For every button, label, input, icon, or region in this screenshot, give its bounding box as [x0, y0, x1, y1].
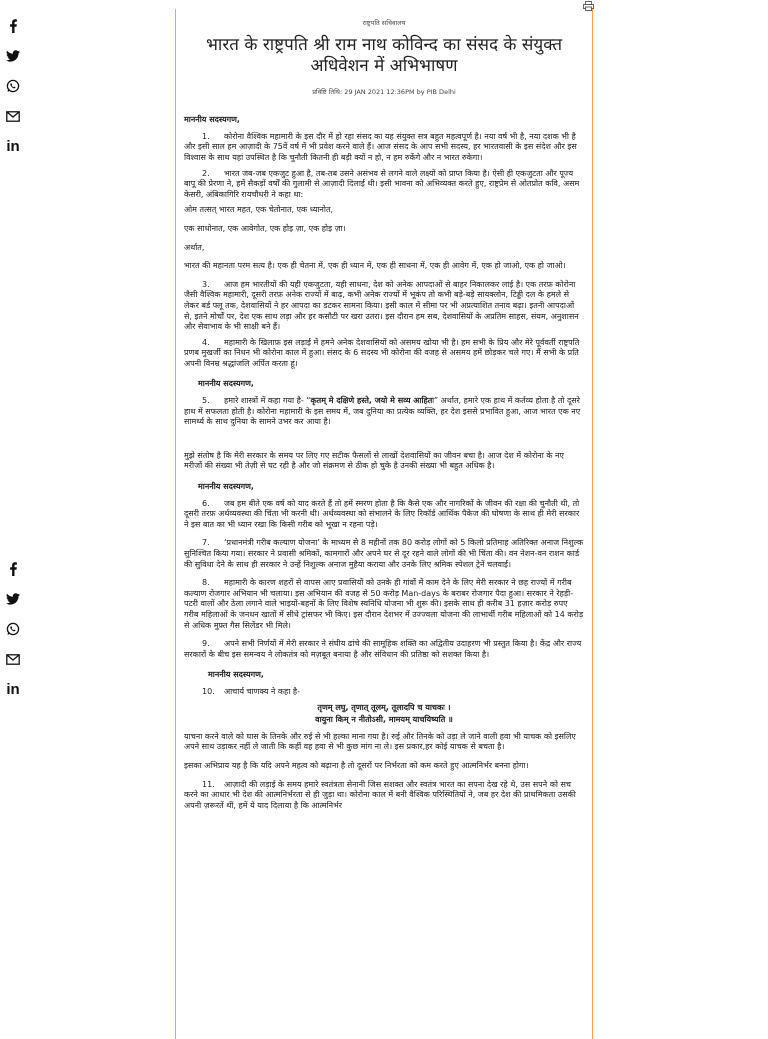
ministry-name: राष्ट्रपति सचिवालय	[362, 19, 406, 27]
paragraph-2	[184, 169, 584, 201]
whatsapp-icon[interactable]	[0, 71, 26, 101]
salutation: माननीय सदस्यगण,	[198, 482, 254, 492]
share-rail-top	[0, 11, 26, 161]
linkedin-icon[interactable]: in	[6, 137, 20, 155]
paragraph-number: 11.	[202, 779, 215, 789]
paragraph-8	[184, 578, 584, 631]
sanskrit-quote: कृतम् मे दक्षिणे हस्ते, जयो मे सव्य आहितः	[310, 396, 434, 406]
paragraph-11	[184, 780, 584, 812]
paragraph-number: 8.	[202, 578, 210, 588]
paragraph-3	[184, 280, 584, 333]
paragraph-number: 5.	[202, 396, 210, 406]
facebook-icon[interactable]	[0, 554, 26, 584]
paragraph-number: 2.	[202, 168, 210, 178]
paragraph-text: कोरोना वैश्विक महामारी के इस दौर में हो रहा संसद का यह संयुक्त सत्र बहुत महत्वपूर्ण है। नया वर्ष भी है, नया दशक भी है और इसी साल हम आज़ादी के 75वें वर्ष में भी प्रवेश करने वाले हैं। आज संसद के आप सभी सदस्य, हर भारतवासी के इस संदेश और इस विश्वास के साथ यहां उपस्थित है कि चुनौती कितनी ही बड़ी क्यों न हो, न हम रुकेंगे और न भारत रुकेगा।	[184, 131, 577, 162]
paragraph-10-explanation: याचना करने वाले को घास के तिनके और रुई से भी हल्का माना गया है। रुई और तिनके को उड़ा ले जाने वाली हवा भी याचक को इसलिए अपने साथ उड़ाकर नहीं ले जाती कि कहीं वह हवा से भी कुछ मांग ना ले। इस प्रकार,हर कोई याचक से बचता है।	[184, 731, 576, 752]
paragraph-5	[184, 396, 584, 428]
paragraph-text: ‘प्रधानमंत्री गरीब कल्याण योजना’ के माध्यम से 8 महीनों तक 80 करोड़ लोगों को 5 किलो प्रतिमाह अतिरिक्त अनाज निशुल्क सुनिश्चित किया गया। सरकार ने प्रवासी श्रमिकों, कामगारों और अपने घर से दूर रहने वाले लोगों की भी चिंता की। वन नेशन-वन राशन कार्ड की सुविधा देने के साथ ही सरकार ने उन्हें निशुल्क अनाज मुहैया कराया और उनके लिए श्रमिक स्पेशल ट्रेनें चलवाईं।	[184, 538, 584, 569]
email-icon[interactable]	[0, 644, 26, 674]
paragraph-number: 1.	[202, 131, 210, 141]
whatsapp-icon[interactable]	[0, 614, 26, 644]
paragraph-text: आज़ादी की लड़ाई के समय हमारे स्वतंत्रता सेनानी जिस सशक्त और स्वतंत्र भारत का सपना देख रहे थे, उस सपने को सच करने का आधार भी देश की आत्मनिर्भरता से ही जुड़ा था। कोरोना काल में बनी वैश्विक परिस्थितियों ने, जब हर देश की प्राथमिकता उसकी अपनी ज़रूरतें थीं, हमें ये याद दिलाया है कि आत्मनिर्भर	[184, 779, 576, 810]
twitter-icon[interactable]	[0, 584, 26, 614]
paragraph-number: 9.	[202, 639, 210, 649]
paragraph-10-meaning: इसका अभिप्राय यह है कि यदि अपने महत्व को बढ़ाना है तो दूसरों पर निर्भरता को कम करते हुए आत्मनिर्भर बनना होगा।	[184, 760, 529, 770]
paragraph-4	[184, 338, 584, 370]
release-date: प्रविष्टि तिथि: 29 JAN 2021 12:36PM by PIB Delhi	[312, 87, 456, 96]
paragraph-number: 3.	[202, 279, 210, 289]
paragraph-number: 6.	[202, 498, 210, 508]
paragraph-text: जब हम बीते एक वर्ष को याद करते हैं तो हमें स्मरण होता है कि कैसे एक और नागरिकों के जीवन की रक्षा की चुनौती थी, तो दूसरी तरफ़ अर्थव्यवस्था की चिंता भी करनी थी। अर्थव्यवस्था को संभालने के लिए रिकॉर्ड आर्थिक पैकेज की घोषणा के साथ ही मेरी सरकार ने इस बात का भी ध्यान रखा कि किसी गरीब को भूखा न रहना पड़े।	[184, 498, 580, 529]
share-rail-bottom	[0, 554, 26, 704]
twitter-icon[interactable]	[0, 41, 26, 71]
paragraph-7	[184, 538, 584, 570]
sanskrit-verse-line-2: वायुना किम् न नीतोऽसी, मामयम् याचयिष्यति ॥	[315, 715, 453, 725]
paragraph-1	[184, 132, 584, 164]
paragraph-6	[184, 499, 584, 531]
press-release-document	[175, 9, 593, 1039]
paragraph-number: 10.	[202, 686, 215, 696]
paragraph-text: हमारे शास्त्रों में कहा गया है- “	[224, 396, 311, 406]
salutation: माननीय सदस्यगण,	[184, 115, 240, 125]
poem-line-2: एक साधोनात, एक आवेगोत, एक होइ ज़ा, एक होइ ज़ा।	[184, 223, 346, 233]
paragraph-text: आज हम भारतीयों की यही एकजुटता, यही साधना, देश को अनेक आपदाओं से बाहर निकालकर लाई है। एक तरफ़ कोरोना जैसी वैश्विक महामारी, दूसरी तरफ़ अनेक राज्यों में बाढ़, कभी अनेक राज्यों में भूकंप तो कभी बड़े-बड़े सायक्लोन, टिड्डी दल के हमले से लेकर बर्ड फ्लू तक, देशवासियों ने हर आपदा का डटकर सामना किया। इसी काल में सीमा पर भी अप्रत्याशित तनाव बढ़ा। इतनी आपदाओं से, इतने मोर्चों पर, देश एक साथ लड़ा और हर कसौटी पर खरा उतरा। इस दौरान हम सब, देशवासियों के अप्रतिम साहस, संयम, अनुशासन और सेवाभाव के भी साक्षी बने हैं।	[184, 279, 579, 332]
salutation: माननीय सदस्यगण,	[198, 379, 254, 389]
meaning-label: अर्थात,	[184, 242, 205, 252]
email-icon[interactable]	[0, 101, 26, 131]
paragraph-text: ” अर्थात, हमारे एक हाथ में कर्तव्य होता है तो दूसरे हाथ में सफलता होती है। कोरोना महामारी के इस समय में, जब दुनिया का प्रत्येक व्यक्ति, हर देश इससे प्रभावित हुआ, आज भारत एक नए सामर्थ्य के साथ दुनिया के सामने उभर कर आया है।	[184, 396, 581, 427]
sanskrit-verse-line-1: तृणम् लघु, तृणात् तूलम्, तूलादपि च याचकः ।	[317, 702, 451, 712]
salutation: माननीय सदस्यगण,	[208, 670, 264, 680]
paragraph-text: आचार्य चाणक्य ने कहा है-	[224, 686, 301, 696]
facebook-icon[interactable]	[0, 11, 26, 41]
paragraph-text: महामारी के कारण शहरों से वापस आए प्रवासियों को उनके ही गांवों में काम देने के लिए मेरी सरकार ने छह राज्यों में गरीब कल्याण रोजगार अभियान भी चलाया। इस अभियान की वजह से 50 करोड़ Man-days के बराबर रोजगार पैदा हुआ। सरकार ने रेहड़ी-पटरी वालों और ठेला लगाने वाले भाइयों-बहनों के लिए विशेष स्वनिधि योजना भी शुरू की। इसके साथ ही करीब 31 हज़ार करोड़ रुपए गरीब महिलाओं के जनधन खातों में सीधे ट्रांसफर भी किए। इस दौरान देशभर में उज्ज्वला योजना की लाभार्थी गरीब महिलाओं को 14 करोड़ से अधिक मुफ़्त गैस सिलेंडर भी मिले।	[184, 578, 584, 630]
paragraph-number: 7.	[202, 538, 210, 548]
release-title: भारत के राष्ट्रपति श्री राम नाथ कोविन्द का संसद के संयुक्त अधिवेशन में अभिभाषण	[205, 34, 563, 76]
paragraph-number: 4.	[202, 337, 210, 347]
paragraph-9	[184, 639, 584, 660]
paragraph-5-continued: मुझे संतोष है कि मेरी सरकार के समय पर लिए गए सटीक फैसलों से लाखों देशवासियों का जीवन बचा है। आज देश में कोरोना के नए मरीजों की संख्या भी तेज़ी से घट रही है और जो संक्रमण से ठीक हो चुके है उनकी संख्या भी बहुत अधिक है।	[184, 450, 564, 471]
paragraph-text: महामारी के खिलाफ़ इस लड़ाई में हमने अनेक देशवासियों को असमय खोया भी है। हम सभी के प्रिय और मेरे पूर्ववर्ती राष्ट्रपति प्रणब मुखर्जी का निधन भी कोरोना काल में हुआ। संसद के 6 सदस्य भी कोरोना की वजह से असमय हमें छोड़कर चले गए। मैं सभी के प्रति अपनी विनम्र श्रद्धांजलि अर्पित करता हूं।	[184, 337, 580, 368]
paragraph-text: भारत जब-जब एकजुट हुआ है, तब-तब उसने असंभव से लगने वाले लक्ष्यों को प्राप्त किया है। ऐसी ही एकजुटता और पूज्य बापू की प्रेरणा ने, हमें सैकड़ों वर्षों की गुलामी से आज़ादी दिलाई थी। इसी भावना को अभिव्यक्त करते हुए, राष्ट्रप्रेम से ओतप्रोत कवि, असम केसरी, अंबिकागिरि रायचौधरी ने कहा था:	[184, 168, 580, 199]
poem-line-1: ओम तत्सत् भारत महत, एक चेतोनात, एक ध्यानोत,	[184, 205, 334, 215]
paragraph-10	[184, 687, 584, 698]
linkedin-icon[interactable]: in	[6, 680, 20, 698]
paragraph-text: अपने सभी निर्णयों में मेरी सरकार ने संघीय ढांचे की सामूहिक शक्ति का अद्वितीय उदाहरण भी प्रस्तुत किया है। केंद्र और राज्य सरकारों के बीच इस समन्वय ने लोकतंत्र को मज़बूत बनाया है और संविधान की प्रतिष्ठा को सशक्त किया है।	[184, 639, 582, 659]
meaning-text: भारत की महानता परम सत्य है। एक ही चेतना में, एक ही ध्यान में, एक ही साधना में, एक ही आवेग में, एक हो जाओ, एक हो जाओ।	[184, 261, 566, 271]
